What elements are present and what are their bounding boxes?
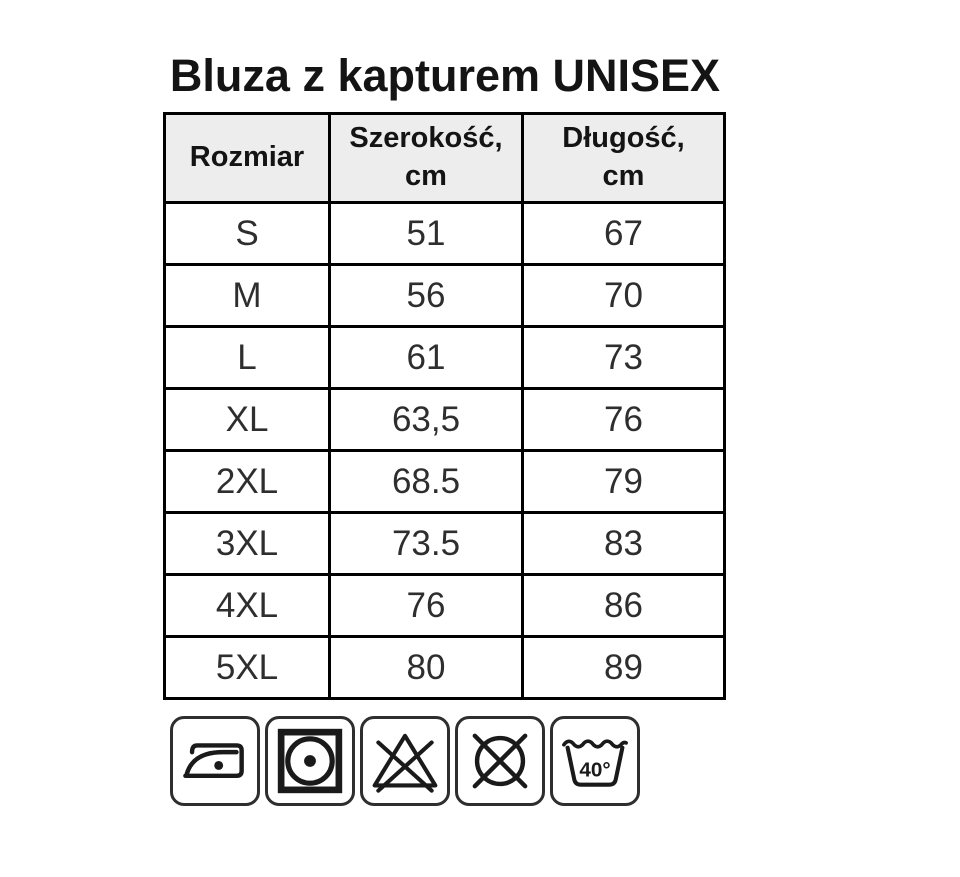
page-title: Bluza z kapturem UNISEX: [169, 50, 721, 101]
column-header-line1: Rozmiar: [189, 141, 305, 174]
table-row: [165, 451, 725, 513]
width-cell: 61: [330, 327, 523, 389]
table-row: [165, 637, 725, 699]
table-header-row: [165, 114, 725, 203]
size-cell: L: [165, 327, 330, 389]
size-cell: 2XL: [165, 451, 330, 513]
width-cell: 51: [330, 203, 523, 265]
care-symbols-row: [170, 716, 640, 806]
column-header-line2: cm: [405, 160, 447, 192]
table-row: [165, 389, 725, 451]
width-cell: 80: [330, 637, 523, 699]
length-cell: 76: [523, 389, 725, 451]
table-row: [165, 513, 725, 575]
length-cell: 70: [523, 265, 725, 327]
table-row: [165, 575, 725, 637]
width-cell: 63,5: [330, 389, 523, 451]
size-cell: M: [165, 265, 330, 327]
table-row: [165, 203, 725, 265]
length-cell: 89: [523, 637, 725, 699]
size-cell: XL: [165, 389, 330, 451]
length-cell: 83: [523, 513, 725, 575]
table-row: [165, 265, 725, 327]
table-row: [165, 327, 725, 389]
size-cell: S: [165, 203, 330, 265]
width-cell: 56: [330, 265, 523, 327]
length-cell: 86: [523, 575, 725, 637]
length-cell: 67: [523, 203, 725, 265]
size-table: [163, 112, 726, 700]
width-cell: 76: [330, 575, 523, 637]
wash-40-icon: [550, 716, 640, 806]
length-cell: 79: [523, 451, 725, 513]
column-header-line1: Długość,: [562, 122, 685, 155]
column-header-width: [330, 114, 523, 203]
size-cell: 4XL: [165, 575, 330, 637]
column-header-line1: Szerokość,: [349, 122, 503, 155]
column-header-length: [523, 114, 725, 203]
width-cell: 68.5: [330, 451, 523, 513]
iron-one-dot-icon: [170, 716, 260, 806]
column-header-size: [165, 114, 330, 203]
wash-temp-label: 40°: [579, 758, 611, 782]
column-header-line2: cm: [602, 160, 645, 192]
size-cell: 3XL: [165, 513, 330, 575]
width-cell: 73.5: [330, 513, 523, 575]
tumble-dry-icon: [265, 716, 355, 806]
size-cell: 5XL: [165, 637, 330, 699]
length-cell: 73: [523, 327, 725, 389]
do-not-bleach-icon: [360, 716, 450, 806]
do-not-dry-clean-icon: [455, 716, 545, 806]
